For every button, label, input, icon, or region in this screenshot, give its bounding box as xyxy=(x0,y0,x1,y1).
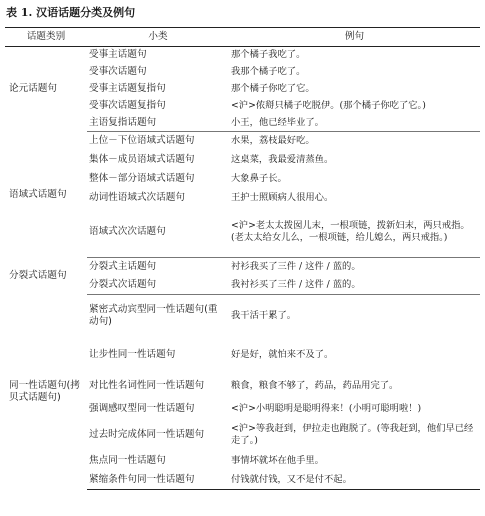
example-cell: <沪>侬搿只橘子吃脱伊。(那个橘子你吃了它。) xyxy=(231,100,426,111)
example-cell: 那个橘子我吃了。 xyxy=(231,49,306,61)
example-cell: <沪>小明聪明是聪明得来！(小明可聪明啦！) xyxy=(231,403,422,414)
subtype-cell: 焦点同一性话题句 xyxy=(89,455,166,466)
subtype-cell: 紧缩条件句同一性话题句 xyxy=(87,471,229,490)
category-cell: 语域式话题句 xyxy=(9,188,67,200)
example-cell: 大象鼻子长。 xyxy=(231,173,287,184)
table-row xyxy=(5,132,480,151)
example-cell: 我那个橘子吃了。 xyxy=(231,66,306,77)
subtype-cell: 受事次话题复指句 xyxy=(89,100,166,111)
subtype-cell: 集体－成员语域式话题句 xyxy=(89,154,195,165)
subtype-cell: 语域式次次话题句 xyxy=(87,208,229,258)
example-cell: 那个橘子你吃了它。 xyxy=(231,83,315,94)
example-cell: 这桌菜，我最爱清蒸鱼。 xyxy=(231,154,334,165)
group-identity-topic xyxy=(5,295,480,490)
subtype-cell: 分裂式次话题句 xyxy=(87,277,229,295)
table-caption xyxy=(6,6,135,20)
category-cell: 论元话题句 xyxy=(9,83,57,95)
subtype-cell: 动词性语域式次话题句 xyxy=(89,192,185,203)
example-cell: 我衬衫买了三件 / 这件 / 蓝的。 xyxy=(229,277,480,295)
subtype-cell: 分裂式主话题句 xyxy=(89,261,157,273)
table-row xyxy=(5,295,480,338)
caption-number: 表 1. xyxy=(6,6,33,19)
header-category: 话题类别 xyxy=(5,28,87,47)
example-cell: 水果，荔枝最好吃。 xyxy=(231,135,315,147)
subtype-cell: 让步性同一性话题句 xyxy=(89,348,176,360)
table-row xyxy=(5,258,480,277)
subtype-cell: 对比性名词性同一性话题句 xyxy=(89,379,205,391)
table-row xyxy=(5,47,480,64)
example-cell: 衬衫我买了三件 / 这件 / 蓝的。 xyxy=(231,261,361,273)
group-argument-topic xyxy=(5,47,480,132)
subtype-cell: 受事次话题句 xyxy=(89,66,147,77)
subtype-cell: 主语复指话题句 xyxy=(87,115,229,132)
example-cell: 付钱就付钱，又不是付不起。 xyxy=(229,471,480,490)
example-cell: 好是好，就怕来不及了。 xyxy=(231,348,334,360)
subtype-cell: 受事主话题复指句 xyxy=(89,83,166,94)
example-cell: <沪>等我赶到，伊拉走也跑脱了。(等我赶到，他们早已经走了。) xyxy=(231,423,474,446)
subtype-cell: 紧密式动宾型同一性话题句(重动句) xyxy=(89,304,218,328)
header-example: 例句 xyxy=(229,28,480,47)
example-cell: 粮食，粮食不够了，药品，药品用完了。 xyxy=(231,379,399,391)
header-subtype: 小类 xyxy=(87,28,229,47)
group-domain-topic xyxy=(5,132,480,258)
example-cell: 王护士照顾病人很用心。 xyxy=(231,192,334,203)
category-cell: 同一性话题句(拷贝式话题句) xyxy=(9,380,80,403)
subtype-cell: 受事主话题句 xyxy=(89,49,147,61)
header-row xyxy=(5,28,480,47)
category-cell: 分裂式话题句 xyxy=(9,270,67,281)
subtype-cell: 过去时完成体同一性话题句 xyxy=(89,429,205,440)
example-cell: <沪>老太太拨囡儿末，一根项链，拨新妇末，两只戒指。(老太太给女儿么，一根项链，给儿媳么，两只戒指。) xyxy=(229,208,480,258)
subtype-cell: 整体－部分语域式话题句 xyxy=(89,173,195,184)
caption-title: 汉语话题分类及例句 xyxy=(36,6,136,19)
topic-classification-table xyxy=(5,27,480,490)
subtype-cell: 上位－下位语域式话题句 xyxy=(89,135,195,147)
example-cell: 事情坏就坏在他手里。 xyxy=(231,455,324,466)
example-cell: 我干活干累了。 xyxy=(231,310,297,322)
subtype-cell: 强调感叹型同一性话题句 xyxy=(89,403,195,414)
example-cell: 小王，他已经毕业了。 xyxy=(229,115,480,132)
group-split-topic xyxy=(5,258,480,295)
